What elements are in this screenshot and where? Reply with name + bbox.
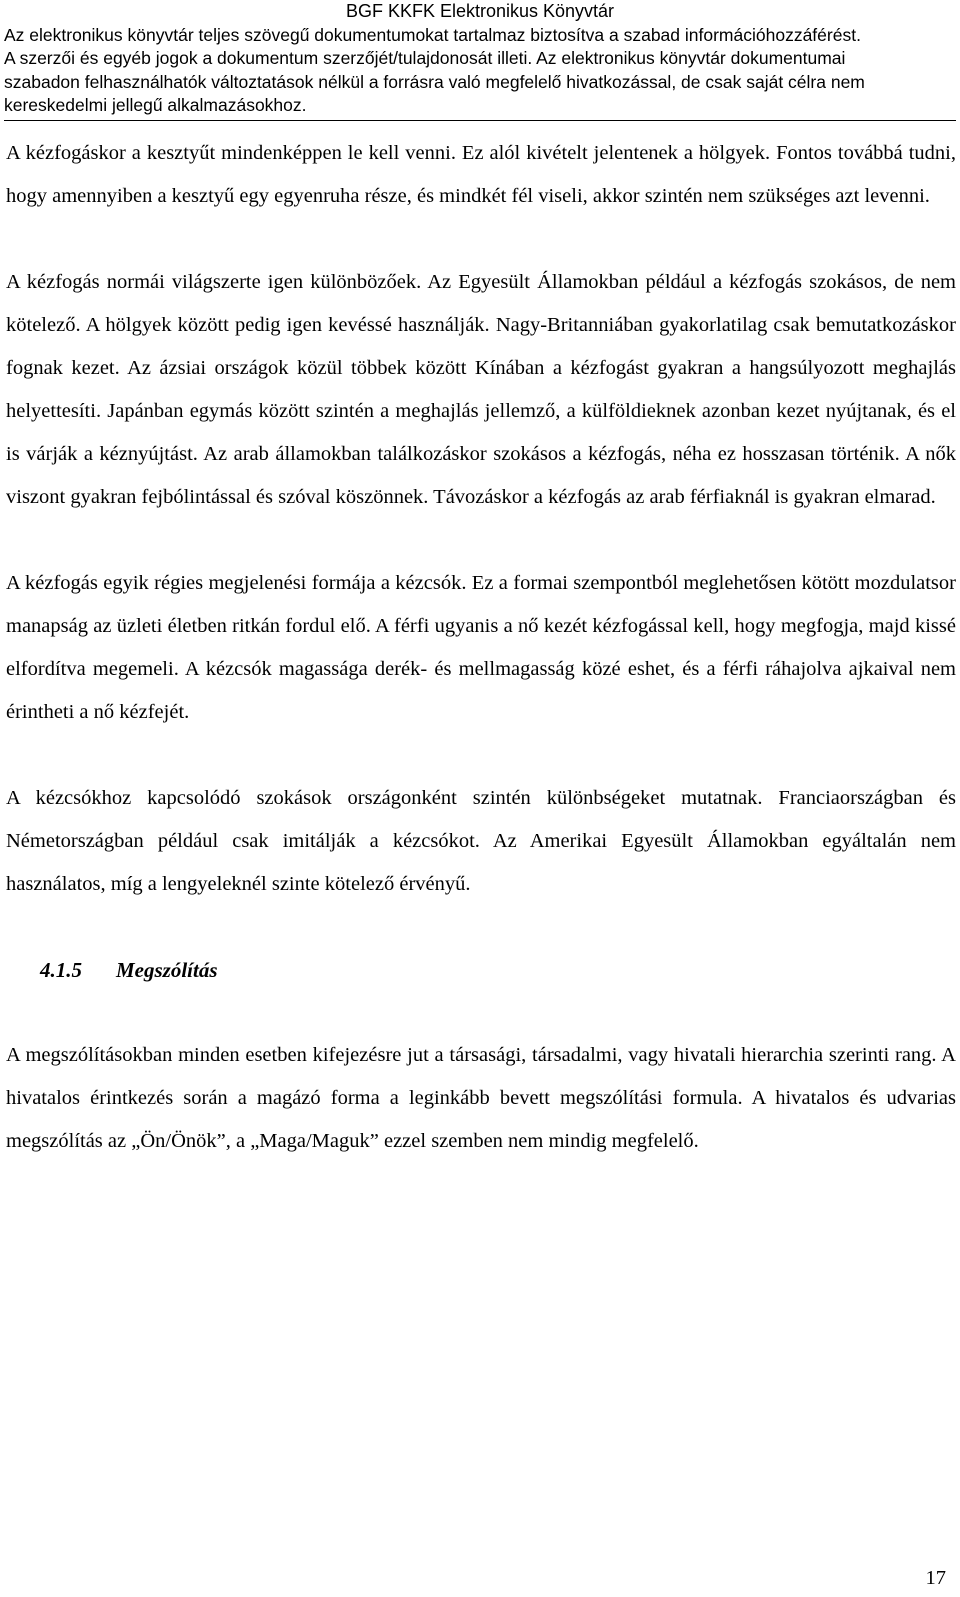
paragraph-hand-kiss-customs: A kézcsókhoz kapcsolódó szokások országonként szintén különbségeket mutatnak. Franciaországban és Németországban például csak imitálják a kézcsókot. Az Amerikai Egyesült Államokban egyáltalán nem használatos, míg a lengyeleknél szinte kötelező érvényű. xyxy=(6,787,956,895)
paragraph-hand-kiss: A kézfogás egyik régies megjelenési formája a kézcsók. Ez a formai szempontból meglehetősen kötött mozdulatsor manapság az üzleti életben ritkán fordul elő. A férfi ugyanis a nő kezét kézfogással kell, hogy megfogja, majd kissé elfordítva megemeli. A kézcsók magassága derék- és mellmagasság közé eshet, és a férfi ráhajolva ajkaival nem érintheti a nő kézfejét. xyxy=(6,572,956,723)
header-divider xyxy=(4,120,956,121)
paragraph-addressing: A megszólításokban minden esetben kifejezésre jut a társasági, társadalmi, vagy hivatali hierarchia szerinti rang. A hivatalos érintkezés során a magázó forma a leginkább bevett megszólítási formula. A hivatalos és udvarias megszólítás az „Ön/Önök”, a „Maga/Maguk” ezzel szemben nem mindig megfelelő. xyxy=(6,1044,956,1152)
document-body xyxy=(6,132,956,1206)
copyright-line: szabadon felhasználhatók változtatások nélkül a forrásra való megfelelő hivatkozással, de csak saját célra nem xyxy=(4,71,865,92)
header-title: BGF KKFK Elektronikus Könyvtár xyxy=(345,1,615,21)
copyright-line: kereskedelmi jellegű alkalmazásokhoz. xyxy=(4,95,307,115)
section-number: 4.1.5 xyxy=(40,958,82,982)
paragraph-handshake-norms: A kézfogás normái világszerte igen különbözőek. Az Egyesült Államokban például a kézfogás szokásos, de nem kötelező. A hölgyek között pedig igen kevéssé használják. Nagy-Britanniában gyakorlatilag csak bemutatkozáskor fognak kezet. Az ázsiai országok közül többek között Kínában a kézfogást gyakran a hangsúlyozott meghajlás helyettesíti. Japánban egymás között szintén a meghajlás jellemző, a külföldieknek azonban kezet nyújtanak, és el is várják a kéznyújtást. Az arab államokban találkozáskor szokásos a kézfogás, néha ez hosszasan történik. A nők viszont gyakran fejbólintással és szóval köszönnek. Távozáskor a kézfogás az arab férfiaknál is gyakran elmarad. xyxy=(6,271,956,508)
page-number: 17 xyxy=(925,1567,946,1589)
copyright-line: A szerzői és egyéb jogok a dokumentum szerzőjét/tulajdonosát illeti. Az elektronikus könyvtár dokumentumai xyxy=(4,48,846,68)
paragraph-glove-rule: A kézfogáskor a kesztyűt mindenképpen le kell venni. Ez alól kivételt jelentenek a hölgyek. Fontos továbbá tudni, hogy amennyiben a kesztyű egy egyenruha része, és mindkét fél viseli, akkor szintén nem szükséges azt levenni. xyxy=(6,142,956,207)
section-title: Megszólítás xyxy=(116,958,218,982)
document-header xyxy=(4,0,956,118)
copyright-line: Az elektronikus könyvtár teljes szövegű dokumentumokat tartalmaz biztosítva a szabad információhozzáférést. xyxy=(4,24,861,45)
copyright-notice xyxy=(4,24,956,118)
section-heading xyxy=(40,949,956,992)
